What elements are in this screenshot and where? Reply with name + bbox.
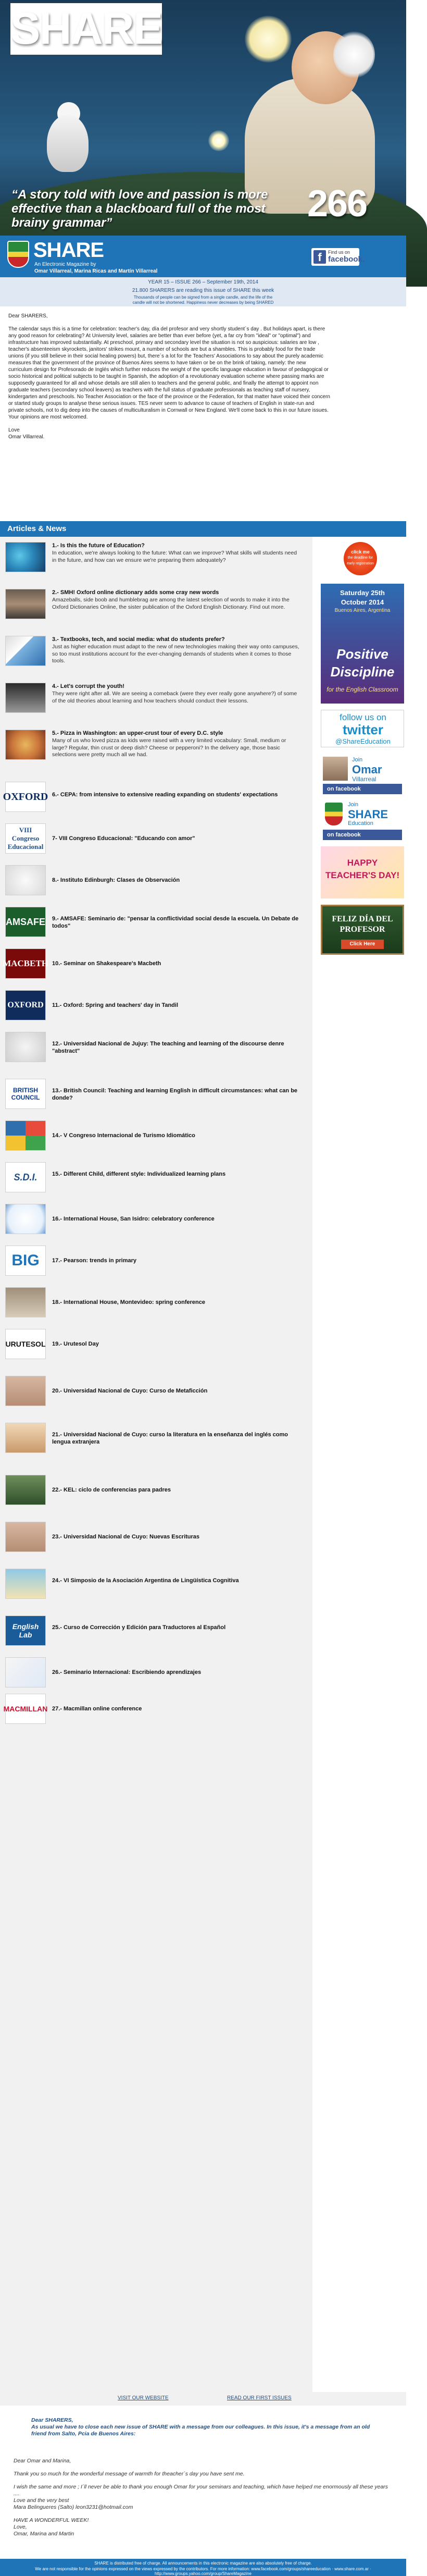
macbeth-logo-text: MACBETH: [6, 949, 45, 978]
article-title[interactable]: 25.- Curso de Corrección y Edición para Traductores al Español: [52, 1624, 226, 1631]
man-image[interactable]: [5, 589, 46, 619]
corrupt-image[interactable]: [5, 683, 46, 713]
hero-quote: “A story told with love and passion is more effective than a blackboard full of the most brainy grammar”: [11, 188, 268, 230]
join-share-name: SHARE: [348, 808, 388, 821]
english-lab-logo[interactable]: [5, 1616, 46, 1646]
letter-body: [14, 2458, 388, 2537]
footer-nav: [0, 2392, 406, 2406]
event-title-3: for the English Classroom: [326, 686, 398, 693]
article-title[interactable]: 15.- Different Child, different style: Individualized learning plans: [52, 1171, 226, 1177]
old-man-hair: [333, 31, 375, 78]
urutesol-logo[interactable]: [5, 1329, 46, 1359]
click-me-badge[interactable]: [344, 542, 377, 575]
join-share-box[interactable]: [321, 799, 404, 841]
event-title-2: Discipline: [330, 664, 395, 680]
join-facebook-bar[interactable]: on facebook: [323, 784, 402, 794]
article-body: Amazeballs, side boob and humblebrag are among the latest selection of words to make it into the Oxford Dictionaries Online, the sister publication of the Oxford English Dictionary. Find out more.: [52, 597, 290, 610]
university-image[interactable]: [5, 1032, 46, 1062]
letter-dear: Dear Omar and Marina,: [14, 2458, 71, 2464]
congreso-logo[interactable]: [5, 823, 46, 854]
article-title[interactable]: 10.- Seminar on Shakespeare's Macbeth: [52, 960, 161, 967]
article-title[interactable]: 18.- International House, Montevideo: spring conference: [52, 1299, 205, 1305]
happy-teachers-day-banner[interactable]: [321, 846, 404, 898]
macbeth-logo[interactable]: [5, 948, 46, 979]
pizza-image[interactable]: [5, 730, 46, 760]
big-logo-text: BIG: [6, 1246, 45, 1275]
article-list: [0, 537, 312, 2392]
editorial-signature: Omar Villarreal.: [8, 434, 45, 440]
world-image[interactable]: [5, 542, 46, 572]
letter-intro-greeting: Dear SHARERS,: [31, 2417, 73, 2423]
article-title[interactable]: 16.- International House, San Isidro: celebratory conference: [52, 1216, 215, 1222]
happy-text-1: HAPPY: [347, 858, 378, 868]
join-share-facebook-bar[interactable]: on facebook: [323, 830, 402, 840]
issue-line: YEAR 15 – ISSUE 266 – September 19th, 2014: [148, 279, 258, 285]
article-title[interactable]: 17.- Pearson: trends in primary: [52, 1258, 136, 1264]
article-title[interactable]: 14.- V Congreso Internacional de Turismo Idiomático: [52, 1132, 195, 1139]
letter-p7: Omar, Marina and Martin: [14, 2531, 74, 2537]
hero-logo: SHARE: [10, 4, 162, 54]
oxford-logo-2[interactable]: [5, 990, 46, 1020]
article-title[interactable]: 13.- British Council: Teaching and learning English in difficult circumstances: what can be donde?: [52, 1088, 298, 1101]
twitter-handle: @ShareEducation: [335, 737, 391, 745]
urutesol-logo-text: URUTESOL: [6, 1329, 45, 1359]
twitter-follow-box[interactable]: [321, 710, 404, 747]
facebook-icon: f: [313, 250, 326, 264]
article-body: They were right after all. We are seeing a comeback (were they ever really gone anywhere?) of some of the old theories about learning and how teachers should conduct their lessons.: [52, 691, 297, 704]
issue-number: 266: [307, 183, 367, 225]
join-name: Omar: [352, 763, 382, 776]
feliz-dia-banner[interactable]: [321, 905, 404, 955]
old-man-image[interactable]: [5, 1287, 46, 1317]
article-title[interactable]: 22.- KEL: ciclo de conferencias para padres: [52, 1487, 171, 1493]
article-title[interactable]: 5.- Pizza in Washington: an upper-crust tour of every D.C. style: [52, 730, 223, 736]
article-title[interactable]: 21.- Universidad Nacional de Cuyo: curso la literatura en la enseñanza del inglés como lengua extranjera: [52, 1432, 288, 1445]
note-line-1: Thousands of people can be signed from a single candle, and the life of the: [133, 295, 273, 300]
article-title[interactable]: 23.- Universidad Nacional de Cuyo: Nuevas Escrituras: [52, 1534, 200, 1540]
omar-avatar: [323, 757, 348, 781]
british-council-logo-text: BRITISH COUNCIL: [6, 1079, 45, 1108]
article-title[interactable]: 11.- Oxford: Spring and teachers' day in Tandil: [52, 1002, 179, 1008]
join-omar-box[interactable]: [321, 754, 404, 795]
article-title[interactable]: 12.- Universidad Nacional de Jujuy: The teaching and learning of the discourse denre "abstract": [52, 1041, 284, 1054]
woman-image[interactable]: [5, 1376, 46, 1406]
institute-image[interactable]: [5, 865, 46, 895]
article-title[interactable]: 3.- Textbooks, tech, and social media: what do students prefer?: [52, 636, 225, 643]
letter-p2: I wish the same and more ; I´ll never be able to thank you enough Omar for your seminars and teaching, which have helped me enormously all these years ....: [14, 2484, 388, 2497]
crest-icon: [325, 803, 343, 825]
readers-line: 21.800 SHARERS are reading this issue of SHARE this week: [132, 288, 274, 293]
header-editors: [34, 268, 157, 274]
oxford-logo-2-text: OXFORD: [6, 991, 45, 1020]
english-lab-logo-text: English Lab: [6, 1616, 45, 1645]
article-title[interactable]: 20.- Universidad Nacional de Cuyo: Curso de Metaficción: [52, 1388, 208, 1394]
event-date-1: Saturday 25th: [340, 589, 385, 597]
twitter-logo: twitter: [343, 722, 383, 737]
header-subtitle: An Electronic Magazine by: [34, 262, 96, 267]
join-surname: Villarreal: [352, 775, 376, 783]
editorial-greeting: Dear SHARERS,: [8, 313, 48, 319]
sdi-logo-text: S.D.I.: [6, 1163, 45, 1192]
oxford-logo-text: OXFORD: [6, 782, 45, 811]
issue-info-bar: [0, 277, 406, 306]
beach-image[interactable]: [5, 1569, 46, 1599]
happy-text-2: TEACHER'S DAY!: [325, 870, 400, 880]
editors-text: Omar Villarreal, Marina Ricas and Martín Villarreal: [34, 268, 158, 274]
article-title[interactable]: 27.- Macmillan online conference: [52, 1706, 142, 1712]
article-body: In education, we're always looking to the future: What can we improve? What skills will students need in the future, and how can we ensure we're preparing them adequately?: [52, 550, 297, 563]
join-text: Join: [348, 802, 359, 808]
positive-discipline-ad[interactable]: [321, 584, 404, 704]
join-share-sub: Education: [348, 820, 373, 827]
amsafe-logo[interactable]: [5, 907, 46, 937]
click-me-sub: the deadline for early registration: [347, 556, 374, 565]
british-council-logo[interactable]: [5, 1079, 46, 1109]
header-brand: SHARE: [33, 239, 104, 262]
article-title[interactable]: 19.- Urutesol Day: [52, 1341, 99, 1347]
letter-intro: [31, 2417, 375, 2437]
feliz-text-1: FELIZ DÍA DEL: [332, 915, 393, 923]
feliz-click-button[interactable]: Click Here: [341, 940, 384, 949]
note-line-2: candle will not be shortened. Happiness never decreases by being SHARED: [132, 300, 274, 305]
read-first-issues-link[interactable]: READ OUR FIRST ISSUES: [227, 2395, 292, 2401]
editorial: [8, 313, 330, 440]
letter-p5: HAVE A WONDERFUL WEEK!: [14, 2517, 89, 2523]
seagull-illustration: [47, 115, 89, 172]
moon-image: [245, 16, 292, 63]
editorial-love: Love: [8, 427, 20, 433]
macmillan-logo-text: MACMILLAN: [6, 1694, 45, 1723]
hero-banner: [0, 0, 406, 236]
oxford-logo[interactable]: [5, 782, 46, 812]
page-footer: [0, 2559, 406, 2576]
article-body: Just as higher education must adapt to the new of new technologies making their way onto campuses, so too must institutions account for the ever-changing demands of students when it comes to those tools.: [52, 644, 299, 664]
letter-p1: Thank you so much for the wonderful message of warmth for theacher´s day you have sent me.: [14, 2471, 245, 2477]
girl-image[interactable]: [5, 1423, 46, 1453]
light-glow: [208, 130, 229, 151]
anniversary-60-image[interactable]: [5, 1204, 46, 1234]
event-place: Buenos Aires, Argentina: [334, 608, 391, 613]
article-title[interactable]: 2.- SMH! Oxford online dictionary adds some cray new words: [52, 589, 219, 596]
facebook-label: facebook.: [328, 255, 365, 264]
letter-p6: Love,: [14, 2524, 27, 2530]
articles-heading: Articles & News: [7, 524, 67, 533]
visit-website-link[interactable]: VISIT OUR WEBSITE: [118, 2395, 169, 2401]
letter-p3: Love and the very best: [14, 2497, 69, 2504]
article-title[interactable]: 6.- CEPA: from intensive to extensive reading expanding on students' expectations: [52, 792, 278, 798]
child-image[interactable]: [5, 1657, 46, 1687]
article-title[interactable]: 26.- Seminario Internacional: Escribiendo aprendizajes: [52, 1669, 202, 1675]
feliz-text-2: PROFESOR: [340, 925, 385, 934]
puzzle-image[interactable]: [5, 1120, 46, 1151]
article-title[interactable]: 24.- VI Simposio de la Asociación Argentina de Lingüística Cognitiva: [52, 1577, 239, 1584]
woman-image-2[interactable]: [5, 1522, 46, 1552]
letter-intro-text: As usual we have to close each new issue of SHARE with a message from our colleagues. In this issue, it's a message from an old friend from Salto, Pcia de Buenos Aires:: [31, 2424, 370, 2437]
tablet-image[interactable]: [5, 636, 46, 666]
facebook-button[interactable]: [311, 248, 365, 266]
event-title-1: Positive: [336, 646, 388, 662]
article-body: Many of us who loved pizza as kids were raised with a very limited vocabulary: Small, medium or large? Regular, thin crust or deep dish? Cheese or pepperoni? In the delivery age, those basic selections were pretty much all we had.: [52, 737, 286, 758]
articles-section-header: [0, 521, 406, 537]
hands-image[interactable]: [5, 1475, 46, 1505]
macmillan-logo[interactable]: [5, 1694, 46, 1724]
congreso-logo-text: VIII Congreso Educacional: [6, 824, 45, 853]
sdi-logo[interactable]: [5, 1162, 46, 1192]
big-logo[interactable]: [5, 1246, 46, 1276]
crest-icon: [7, 241, 29, 268]
facebook-top-text: Find us on: [328, 250, 350, 255]
twitter-top-text: follow us on: [340, 712, 386, 722]
letter-p4: Mara Belingueres (Salto) leon3231@hotmail.com: [14, 2504, 133, 2510]
amsafe-logo-text: AMSAFE: [6, 907, 45, 936]
article-title[interactable]: 8.- Instituto Edinburgh: Clases de Observación: [52, 877, 180, 883]
magazine-header: [0, 236, 406, 277]
article-title[interactable]: 9.- AMSAFE: Seminario de: "pensar la conflictividad social desde la escuela. Un Debate de todos": [52, 916, 299, 929]
join-text: Join: [352, 757, 363, 763]
article-title[interactable]: 4.- Let's corrupt the youth!: [52, 683, 124, 689]
editorial-paragraph: The calendar says this is a time for celebration: teacher's day, día del profesor and very shortly student´s day . But holidays apart, is there any good reason for celebrating? At University level, salaries are better than ever before (yet, a far cry from "ideal" or "optimal") and infrastructure has improved substantially. At preschool, primary and secondary level the situation is not so auspicious: salaries are low , teacher's absenteeism skyrockets, janitors' strikes mount, a number of schools are but a shambles. This is probably food for the trade unions (if you still believe in their social healing powers) but, there´s a lot for the Teachers' Associations to say about the purely academic measures that the government of the province of Buenos Aires seems to have taken or be on the brink of taking, namely: the new curriculum design for Profesorado de Inglés which further reduces the weight of the specific language education in favour of pedagogical or socio historical and political subjects to be taught in Spanish, the adoption of a revolutionary evaluation scheme where passing marks are supposedly guaranteed for all and whose details are still alien to teachers and the general public, and finally the attempt to appoint non graduate teachers (secondary school leavers) as teachers with the full status of graduate professionals as teaching staff of nursery, kindergarten and preschools. No Teacher Association or the face of the province or the Federation, for that matter have voiced their concern or started study groups to analyse these serious issues. TES never seem to advance to cause of teachers of English in state-run and private schools, not to dig deep into the causes of multiculturalism in Cornwall or New England. We'll come back to this in our future issues. Your opinions are most welcomed.: [8, 326, 330, 420]
footer-line-1: SHARE is distributed free of charge. All announcements in this electronic magazine are also absolutely free of charge.: [94, 2561, 312, 2566]
event-date-2: October 2014: [341, 598, 384, 606]
footer-line-2: We are not responsible for the opinions expressed on the views expressed by the contributors. For more information: www.facebook.com/groups/shareeducation · www.share.com.ar · http://www.groups.yahoo.com/group/ShareMagazine: [35, 2567, 371, 2576]
article-title[interactable]: 1.- Is this the future of Education?: [52, 543, 145, 549]
click-me-text: click me: [351, 549, 370, 554]
article-title[interactable]: 7- VIII Congreso Educacional: "Educando con amor": [52, 835, 195, 842]
closing-letter: [0, 2406, 406, 2552]
